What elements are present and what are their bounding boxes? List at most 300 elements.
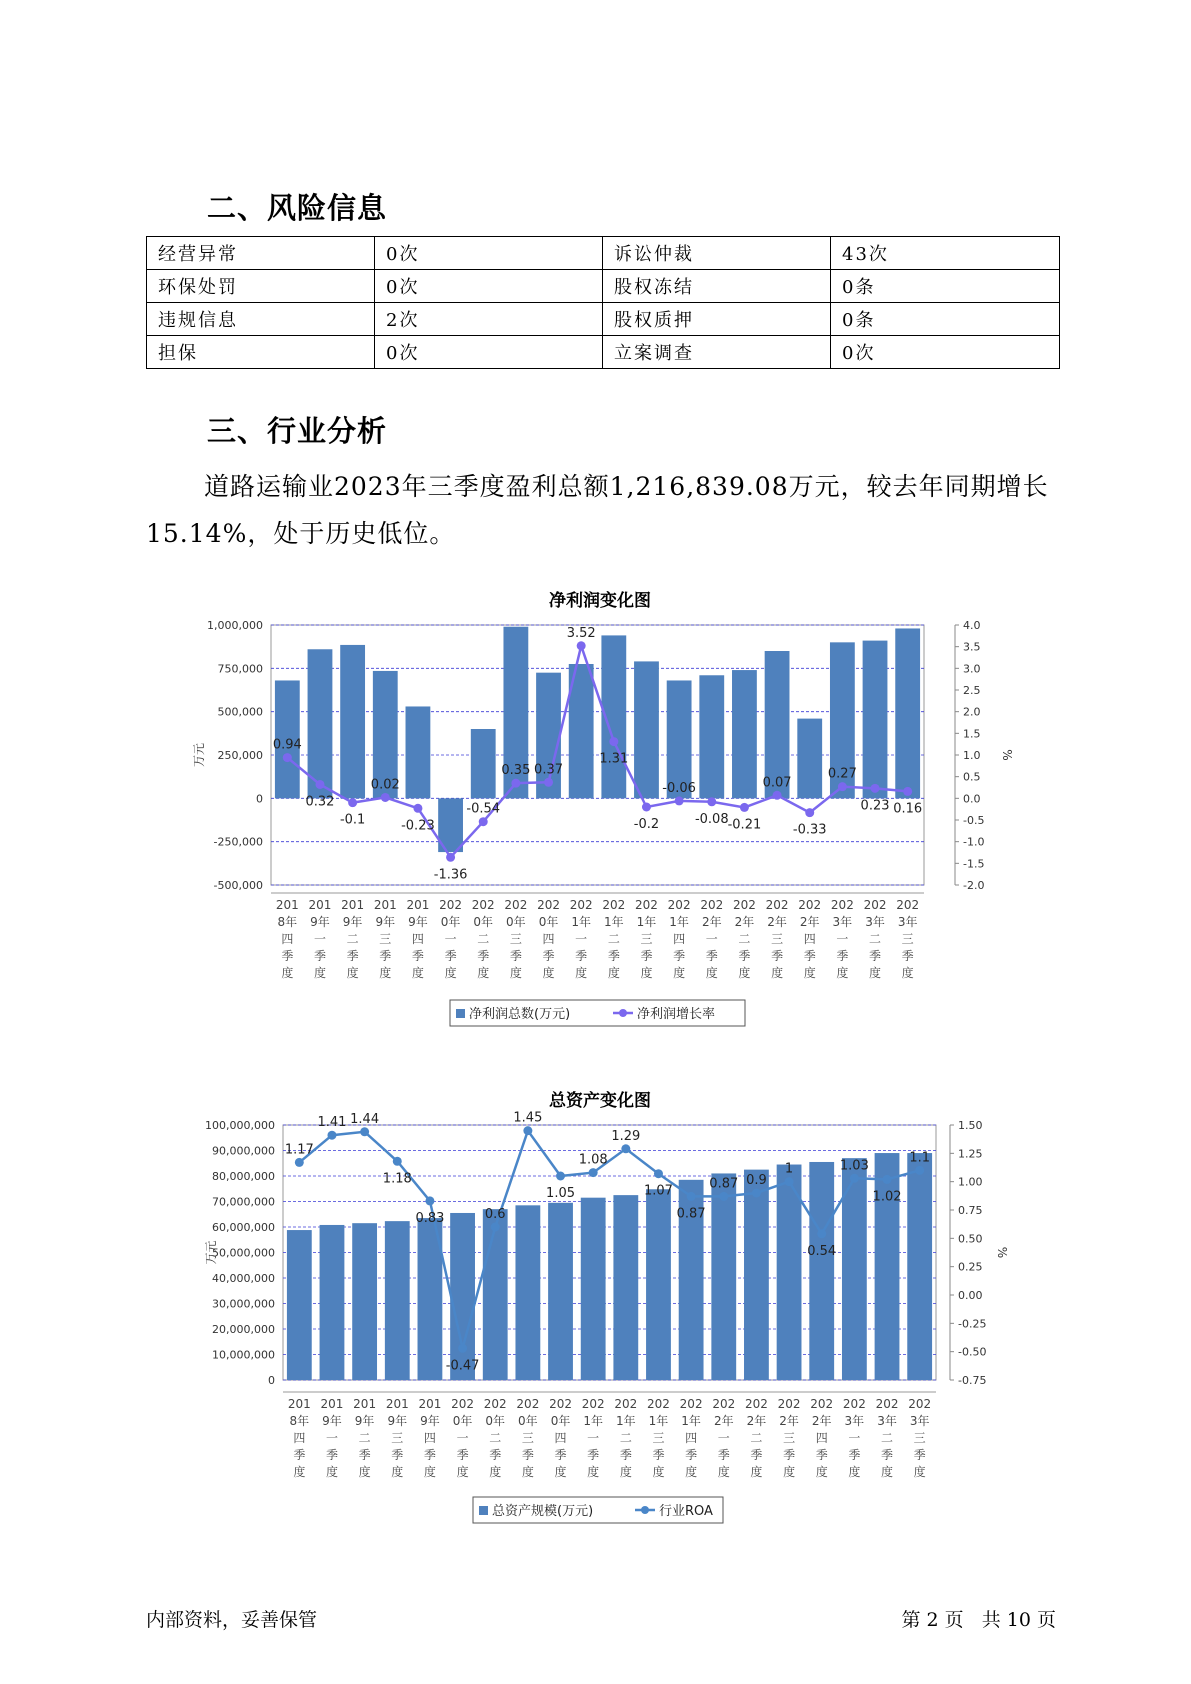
x-tick-label: 1年 (669, 915, 689, 929)
x-tick-label: 三 (391, 1431, 404, 1445)
x-tick-label: 9年 (387, 1414, 408, 1428)
x-tick-label: 季 (685, 1448, 698, 1462)
x-tick-label: 2年 (779, 1414, 799, 1428)
x-tick-label: 四 (423, 1431, 436, 1445)
x-tick-label: 1年 (583, 1414, 603, 1428)
x-tick-label: 一 (587, 1431, 600, 1445)
data-label: -0.21 (727, 817, 762, 833)
x-tick-label: 9年 (342, 915, 363, 929)
x-tick-label: 三 (640, 932, 653, 946)
line-point (458, 1344, 467, 1353)
y2-tick-label: 0.5 (963, 770, 981, 784)
y-tick-label: 80,000,000 (212, 1170, 275, 1183)
x-tick-label: 三 (379, 932, 392, 946)
x-tick-label: 度 (607, 966, 620, 980)
x-tick-label: 度 (477, 966, 490, 980)
x-tick-label: 度 (423, 1465, 436, 1479)
x-tick-label: 二 (750, 1431, 763, 1445)
data-label: 0.35 (501, 763, 531, 779)
x-tick-label: 季 (717, 1448, 730, 1462)
x-tick-label: 202 (504, 898, 528, 912)
risk-item-label: 立案调查 (603, 336, 831, 369)
risk-item-label: 股权冻结 (603, 270, 831, 303)
x-tick-label: 201 (373, 898, 397, 912)
line-point (654, 1169, 663, 1178)
industry-paragraph-text: 道路运输业2023年三季度盈利总额1,216,839.08万元，较去年同期增长15.14%，处于历史低位。 (146, 472, 1049, 548)
x-tick-label: 度 (587, 1465, 600, 1479)
x-tick-label: 度 (913, 1465, 926, 1479)
x-tick-label: 0年 (473, 915, 494, 929)
line-point (883, 1175, 892, 1184)
y-tick-label: -500,000 (213, 879, 263, 892)
line-point (295, 1158, 304, 1167)
y-tick-label: 1,000,000 (207, 619, 263, 632)
y2-tick-label: -2.0 (963, 879, 985, 892)
risk-item-value: 43次 (831, 237, 1060, 270)
data-label: 1.45 (513, 1110, 543, 1126)
x-tick-label: 202 (908, 1397, 932, 1411)
x-tick-label: 季 (587, 1448, 600, 1462)
x-tick-label: 一 (717, 1431, 730, 1445)
x-tick-label: 一 (444, 932, 457, 946)
x-tick-label: 202 (732, 898, 756, 912)
x-tick-label: 度 (358, 1465, 371, 1479)
data-label: 0.32 (305, 794, 335, 810)
x-tick-label: 季 (783, 1448, 796, 1462)
x-tick-label: 三 (509, 932, 522, 946)
y2-tick-label: 3.5 (963, 640, 981, 654)
x-tick-label: 季 (803, 949, 816, 963)
data-label: 1.02 (872, 1189, 902, 1205)
x-tick-label: 三 (913, 1431, 926, 1445)
x-tick-label: 季 (771, 949, 784, 963)
x-tick-label: 202 (483, 1397, 507, 1411)
x-tick-label: 度 (705, 966, 718, 980)
x-tick-label: 202 (614, 1397, 638, 1411)
x-tick-label: 四 (554, 1431, 567, 1445)
bar (483, 1209, 508, 1380)
x-tick-label: 一 (575, 932, 588, 946)
x-tick-label: 202 (798, 898, 822, 912)
data-label: 0.83 (415, 1210, 445, 1226)
y2-tick-label: 3.0 (963, 662, 981, 676)
line-point (915, 1166, 924, 1175)
x-tick-label: 三 (521, 1431, 534, 1445)
x-tick-label: 季 (521, 1448, 534, 1462)
bar (287, 1230, 312, 1380)
x-tick-label: 度 (869, 966, 882, 980)
section-title-risk: 二、风险信息 (207, 191, 388, 225)
data-label: 0.87 (709, 1176, 739, 1192)
y2-axis-label: % (995, 1246, 1009, 1259)
x-tick-label: 9年 (322, 1414, 342, 1428)
x-tick-label: 季 (913, 1448, 926, 1462)
x-tick-label: 一 (313, 932, 326, 946)
x-tick-label: 四 (803, 932, 816, 946)
x-tick-label: 202 (635, 898, 658, 912)
x-tick-label: 9年 (375, 915, 396, 929)
x-tick-label: 季 (554, 1448, 567, 1462)
line-point (556, 1172, 565, 1181)
line-point (589, 1168, 598, 1177)
bar (385, 1221, 410, 1380)
risk-item-value: 0次 (375, 336, 603, 369)
x-tick-label: 3年 (844, 1414, 865, 1428)
x-tick-label: 202 (439, 898, 463, 912)
bar (450, 1213, 475, 1380)
data-label: 1.07 (643, 1183, 673, 1199)
x-tick-label: 2年 (713, 1414, 734, 1428)
bar (352, 1223, 377, 1380)
x-tick-label: 度 (881, 1465, 894, 1479)
x-tick-label: 季 (489, 1448, 502, 1462)
x-tick-label: 季 (444, 949, 457, 963)
x-tick-label: 202 (537, 898, 560, 912)
x-tick-label: 0年 (538, 915, 559, 929)
y-tick-label: 30,000,000 (212, 1297, 275, 1311)
x-tick-label: 度 (281, 966, 294, 980)
x-tick-label: 度 (391, 1465, 404, 1479)
y2-tick-label: -0.75 (958, 1374, 987, 1387)
bar (320, 1225, 345, 1380)
risk-item-label: 环保处罚 (147, 270, 375, 303)
data-label: 1.05 (546, 1186, 576, 1201)
data-label: -0.06 (662, 780, 696, 796)
y2-tick-label: 1.0 (963, 749, 981, 762)
x-tick-label: 季 (358, 1448, 371, 1462)
x-tick-label: 2年 (799, 915, 820, 929)
line-point (850, 1174, 859, 1183)
x-tick-label: 度 (489, 1465, 502, 1479)
x-tick-label: 2年 (811, 1414, 832, 1428)
x-tick-label: 202 (569, 898, 593, 912)
y2-tick-label: -0.50 (958, 1345, 987, 1359)
x-tick-label: 度 (411, 966, 424, 980)
x-tick-label: 3年 (909, 1414, 930, 1428)
y-tick-label: 0 (256, 792, 263, 806)
risk-item-label: 经营异常 (147, 237, 375, 270)
data-label: 0.07 (762, 775, 792, 791)
x-tick-label: 季 (346, 949, 359, 963)
x-tick-label: 201 (385, 1397, 409, 1411)
x-tick-label: 季 (619, 1448, 632, 1462)
legend-bar-label: 总资产规模(万元) (492, 1504, 594, 1519)
x-tick-label: 201 (353, 1397, 377, 1411)
x-tick-label: 三 (652, 1431, 665, 1445)
x-tick-label: 1年 (636, 915, 657, 929)
x-tick-label: 三 (901, 932, 914, 946)
y2-tick-label: 0.50 (958, 1232, 983, 1246)
data-label: 1 (784, 1161, 794, 1177)
data-label: 3.52 (566, 625, 596, 641)
x-tick-label: 度 (771, 966, 784, 980)
legend-line-marker (641, 1506, 649, 1514)
data-label: 0.6 (484, 1207, 506, 1222)
x-tick-label: 二 (477, 932, 490, 946)
x-tick-label: 0年 (485, 1414, 506, 1428)
x-tick-label: 度 (456, 1465, 469, 1479)
y2-tick-label: 1.5 (963, 727, 981, 741)
x-tick-label: 0年 (506, 915, 526, 929)
x-tick-label: 二 (881, 1431, 894, 1445)
x-tick-label: 度 (542, 966, 555, 980)
data-label: -0.23 (401, 818, 435, 834)
x-tick-label: 二 (489, 1431, 502, 1445)
x-tick-label: 季 (281, 949, 294, 963)
x-tick-label: 201 (341, 898, 365, 912)
x-tick-label: 202 (679, 1397, 703, 1411)
bar (613, 1195, 638, 1380)
x-tick-label: 三 (771, 932, 784, 946)
footer-confidential: 内部资料，妥善保管 (146, 1609, 318, 1631)
y-tick-label: 750,000 (217, 662, 263, 676)
chart-title-total-assets: 总资产变化图 (549, 1091, 651, 1111)
x-tick-label: 8年 (289, 1414, 310, 1428)
footer-page-number: 第 2 页 共 10 页 (901, 1609, 1056, 1631)
x-tick-label: 度 (815, 1465, 828, 1479)
x-tick-label: 度 (848, 1465, 861, 1479)
y-tick-label: 100,000,000 (205, 1119, 275, 1132)
data-label: 1.1 (909, 1150, 931, 1166)
x-tick-label: 度 (783, 1465, 796, 1479)
x-tick-label: 2年 (701, 915, 722, 929)
x-tick-label: 度 (346, 966, 359, 980)
x-tick-label: 度 (521, 1465, 534, 1479)
risk-item-value: 0条 (831, 303, 1060, 336)
y-axis-label: 万元 (204, 1240, 218, 1265)
x-tick-label: 度 (554, 1465, 567, 1479)
line-point (523, 1126, 532, 1135)
x-tick-label: 3年 (865, 915, 885, 929)
x-tick-label: 度 (313, 966, 326, 980)
x-tick-label: 一 (456, 1431, 469, 1445)
chart-title-net-profit: 净利润变化图 (549, 591, 651, 611)
risk-item-value: 0次 (375, 237, 603, 270)
y-axis-label: 万元 (192, 742, 206, 768)
x-tick-label: 季 (881, 1448, 894, 1462)
x-tick-label: 0年 (452, 1414, 473, 1428)
y2-tick-label: 1.25 (958, 1147, 983, 1161)
x-tick-label: 2年 (734, 915, 755, 929)
data-label: 0.9 (746, 1173, 767, 1188)
bar (646, 1189, 671, 1380)
legend-bar-swatch (479, 1506, 488, 1515)
x-tick-label: 四 (293, 1431, 306, 1445)
y-tick-label: 10,000,000 (212, 1348, 275, 1362)
x-tick-label: 季 (705, 949, 718, 963)
x-tick-label: 202 (700, 898, 724, 912)
x-tick-label: 度 (901, 966, 914, 980)
y2-tick-label: 0.00 (958, 1289, 983, 1302)
line-point (687, 1192, 696, 1201)
y2-tick-label: -0.5 (963, 814, 985, 827)
data-label: 1.31 (599, 751, 629, 767)
risk-item-value: 0条 (831, 270, 1060, 303)
x-tick-label: 201 (275, 898, 299, 912)
risk-item-label: 担保 (147, 336, 375, 369)
x-tick-label: 202 (451, 1397, 475, 1411)
y-tick-label: 60,000,000 (212, 1221, 275, 1234)
data-label: 1.08 (578, 1152, 608, 1168)
y-tick-label: 50,000,000 (212, 1246, 275, 1260)
x-tick-label: 四 (673, 932, 686, 946)
x-tick-label: 202 (581, 1397, 605, 1411)
data-label: -0.1 (339, 812, 366, 828)
y2-axis-label: % (1000, 749, 1014, 761)
x-tick-label: 季 (379, 949, 392, 963)
x-tick-label: 季 (640, 949, 653, 963)
x-tick-label: 0年 (518, 1414, 538, 1428)
x-tick-label: 1年 (681, 1414, 701, 1428)
x-tick-label: 度 (293, 1465, 306, 1479)
x-tick-label: 2年 (767, 915, 787, 929)
x-tick-label: 202 (896, 898, 920, 912)
x-tick-label: 1年 (571, 915, 591, 929)
x-tick-label: 二 (738, 932, 751, 946)
x-tick-label: 202 (863, 898, 887, 912)
x-tick-label: 四 (685, 1431, 698, 1445)
line-point (393, 1157, 402, 1166)
risk-item-label: 诉讼仲裁 (603, 237, 831, 270)
x-tick-label: 201 (308, 898, 332, 912)
y-tick-label: 250,000 (217, 749, 263, 762)
y2-tick-label: 1.00 (958, 1175, 983, 1189)
y-tick-label: 20,000,000 (212, 1323, 275, 1336)
x-tick-label: 2年 (746, 1414, 767, 1428)
x-tick-label: 季 (456, 1448, 469, 1462)
x-tick-label: 季 (391, 1448, 404, 1462)
x-tick-label: 季 (901, 949, 914, 963)
x-tick-label: 一 (836, 932, 849, 946)
x-tick-label: 季 (848, 1448, 861, 1462)
x-tick-label: 季 (575, 949, 588, 963)
x-tick-label: 3年 (877, 1414, 897, 1428)
x-tick-label: 202 (712, 1397, 736, 1411)
data-label: -0.54 (466, 801, 501, 817)
x-tick-label: 202 (830, 898, 854, 912)
line-point (327, 1131, 336, 1140)
x-tick-label: 季 (652, 1448, 665, 1462)
y-tick-label: 40,000,000 (212, 1272, 275, 1285)
x-tick-label: 季 (542, 949, 555, 963)
x-tick-label: 1年 (616, 1414, 636, 1428)
x-tick-label: 202 (777, 1397, 801, 1411)
x-tick-label: 季 (313, 949, 326, 963)
y2-tick-label: 0.0 (963, 792, 981, 806)
line-point (621, 1144, 630, 1153)
x-tick-label: 一 (848, 1431, 861, 1445)
x-tick-label: 度 (619, 1465, 632, 1479)
x-tick-label: 度 (836, 966, 849, 980)
x-tick-label: 度 (652, 1465, 665, 1479)
x-tick-label: 一 (325, 1431, 338, 1445)
data-label: -1.36 (433, 867, 468, 883)
data-label: 0.37 (534, 762, 564, 778)
data-label: 0.16 (893, 801, 923, 817)
x-tick-label: 季 (293, 1448, 306, 1462)
x-tick-label: 9年 (420, 1414, 440, 1428)
x-tick-label: 度 (803, 966, 816, 980)
legend-line-label: 行业ROA (659, 1504, 713, 1519)
x-tick-label: 0年 (440, 915, 461, 929)
x-tick-label: 202 (647, 1397, 670, 1411)
x-tick-label: 季 (673, 949, 686, 963)
line-point (752, 1189, 761, 1198)
data-label: -0.2 (633, 817, 660, 832)
bar (515, 1205, 540, 1380)
x-tick-label: 二 (619, 1431, 632, 1445)
y2-tick-label: 0.25 (958, 1260, 983, 1274)
x-tick-label: 度 (509, 966, 522, 980)
x-tick-label: 1年 (604, 915, 624, 929)
bar (548, 1203, 573, 1380)
y2-tick-label: -1.5 (963, 857, 985, 871)
data-label: 0.54 (807, 1243, 837, 1259)
x-tick-label: 季 (750, 1448, 763, 1462)
y2-tick-label: 0.75 (958, 1204, 983, 1217)
data-label: -0.33 (792, 822, 827, 838)
bar (872, 1153, 902, 1380)
x-tick-label: 201 (287, 1397, 311, 1411)
x-tick-label: 度 (717, 1465, 730, 1479)
x-tick-label: 季 (477, 949, 490, 963)
x-tick-label: 3年 (897, 915, 918, 929)
x-tick-label: 四 (815, 1431, 828, 1445)
x-tick-label: 二 (869, 932, 882, 946)
x-tick-label: 202 (744, 1397, 768, 1411)
x-tick-label: 0年 (550, 1414, 571, 1428)
data-label: -0.08 (694, 811, 729, 827)
x-tick-label: 201 (406, 898, 430, 912)
x-tick-label: 度 (575, 966, 588, 980)
x-tick-label: 202 (765, 898, 789, 912)
y-tick-label: 70,000,000 (212, 1195, 275, 1209)
data-label: 1.29 (611, 1128, 641, 1144)
data-label: 0.23 (860, 798, 890, 814)
x-tick-label: 四 (411, 932, 424, 946)
x-tick-label: 8年 (277, 915, 298, 929)
x-tick-label: 度 (379, 966, 392, 980)
line-point (719, 1192, 728, 1201)
data-label: 0.94 (272, 737, 302, 753)
x-tick-label: 一 (705, 932, 718, 946)
x-tick-label: 二 (358, 1431, 371, 1445)
data-label: 1.17 (284, 1142, 314, 1158)
x-tick-label: 度 (444, 966, 457, 980)
x-tick-label: 季 (509, 949, 522, 963)
x-tick-label: 9年 (310, 915, 330, 929)
data-label: 0.87 (676, 1206, 706, 1222)
data-label: 1.41 (317, 1115, 347, 1131)
risk-item-label: 违规信息 (147, 303, 375, 336)
line-point (425, 1196, 434, 1205)
y2-tick-label: -1.0 (963, 835, 985, 849)
x-tick-label: 201 (418, 1397, 442, 1411)
x-tick-label: 202 (516, 1397, 540, 1411)
bar (907, 1153, 932, 1380)
section-title-industry: 三、行业分析 (207, 414, 388, 448)
bar (807, 1162, 837, 1380)
x-tick-label: 202 (842, 1397, 866, 1411)
x-tick-label: 度 (640, 966, 653, 980)
x-tick-label: 9年 (408, 915, 428, 929)
data-label: 0.02 (370, 777, 400, 793)
x-tick-label: 201 (320, 1397, 344, 1411)
y2-tick-label: 4.0 (963, 619, 981, 632)
legend-line-label: 净利润增长率 (637, 1007, 716, 1022)
risk-item-value: 0次 (375, 270, 603, 303)
data-label: 1.44 (350, 1111, 380, 1127)
